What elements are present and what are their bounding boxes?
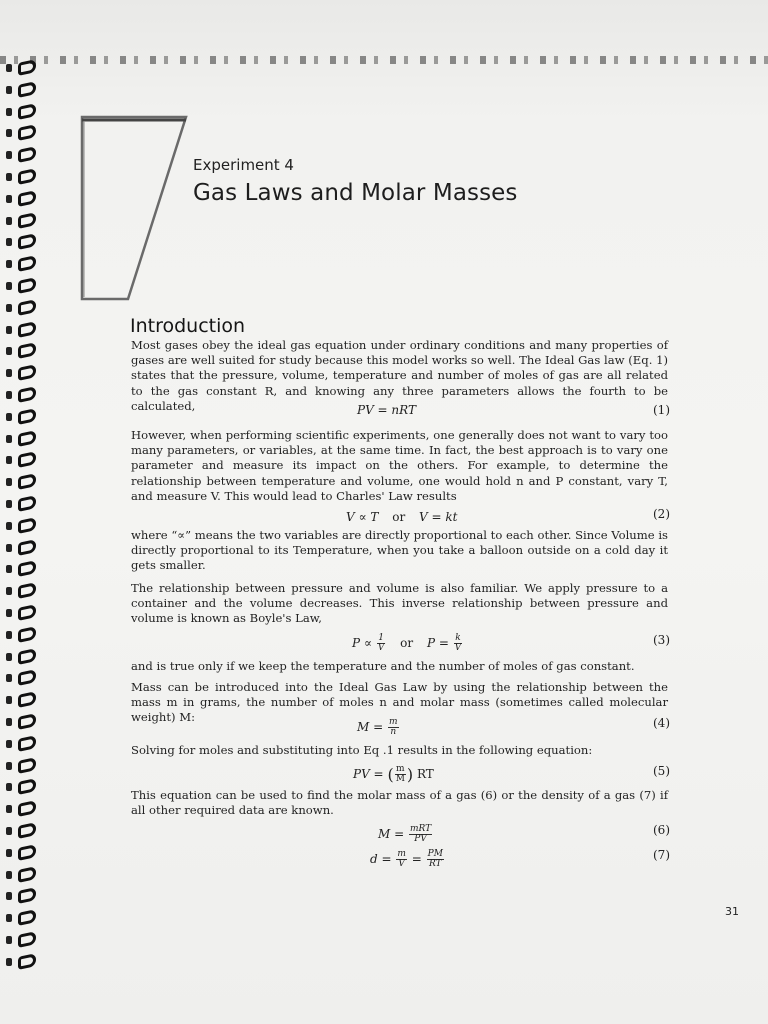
- equation-number: (5): [653, 764, 670, 778]
- binding-wire: [18, 757, 36, 774]
- spiral-coil: [6, 169, 36, 185]
- binding-hole: [6, 151, 12, 159]
- spiral-coil: [6, 692, 36, 708]
- fraction-denominator: V: [454, 643, 462, 653]
- spiral-coil: [6, 801, 36, 817]
- binding-wire: [18, 364, 36, 381]
- equation-6-fraction: [409, 825, 432, 844]
- binding-hole: [6, 936, 12, 944]
- fraction-denominator: V: [398, 859, 405, 869]
- spiral-coil: [6, 605, 36, 621]
- binding-wire: [18, 909, 36, 926]
- binding-hole: [6, 871, 12, 879]
- binding-wire: [18, 342, 36, 359]
- spiral-coil: [6, 409, 36, 425]
- equation-number: (4): [653, 716, 670, 730]
- binding-hole: [6, 195, 12, 203]
- equation-3-fraction-2: [454, 634, 463, 653]
- equation-7-mid: =: [411, 852, 422, 866]
- equation-5-prefix: PV =: [353, 767, 384, 781]
- binding-hole: [6, 849, 12, 857]
- spiral-coil: [6, 234, 36, 250]
- paragraph: and is true only if we keep the temperature and the number of moles of gas constant.: [131, 659, 635, 673]
- binding-wire: [18, 430, 36, 447]
- spiral-coil: [6, 125, 36, 141]
- spiral-coil: [6, 823, 36, 839]
- binding-wire: [18, 408, 36, 425]
- spiral-coil: [6, 888, 36, 904]
- spiral-coil: [6, 627, 36, 643]
- spiral-coil: [6, 213, 36, 229]
- equation-6-prefix: M =: [378, 827, 405, 841]
- binding-hole: [6, 958, 12, 966]
- binding-wire: [18, 277, 36, 294]
- left-paren: (: [387, 765, 394, 784]
- equation-4: [357, 718, 400, 737]
- equation-4-fraction: [388, 718, 399, 737]
- binding-wire: [18, 844, 36, 861]
- equation-3-fraction-1: [377, 634, 386, 653]
- spiral-coil: [6, 452, 36, 468]
- chapter-frame-graphic: [80, 115, 190, 305]
- binding-wire: [18, 81, 36, 98]
- fraction-denominator: PV: [414, 834, 427, 844]
- binding-wire: [18, 212, 36, 229]
- spiral-coil: [6, 714, 36, 730]
- binding-wire: [18, 517, 36, 534]
- spiral-coil: [6, 932, 36, 948]
- fraction-numerator: mRT: [409, 824, 432, 834]
- equation-2-right: V = kt: [419, 510, 458, 524]
- spiral-coil: [6, 540, 36, 556]
- equation-number: (3): [653, 633, 670, 647]
- equation-6: [378, 825, 433, 844]
- equation-3-left-prefix: P ∝: [352, 636, 373, 650]
- binding-hole: [6, 718, 12, 726]
- spiral-binding: [0, 60, 40, 980]
- equation-number: (6): [653, 823, 670, 837]
- binding-hole: [6, 435, 12, 443]
- binding-hole: [6, 238, 12, 246]
- binding-hole: [6, 217, 12, 225]
- binding-wire: [18, 495, 36, 512]
- binding-wire: [18, 691, 36, 708]
- binding-hole: [6, 674, 12, 682]
- binding-wire: [18, 233, 36, 250]
- spiral-coil: [6, 322, 36, 338]
- spiral-coil: [6, 779, 36, 795]
- binding-wire: [18, 168, 36, 185]
- binding-hole: [6, 369, 12, 377]
- paragraph: Most gases obey the ideal gas equation under ordinary conditions and many properties of gases are well suited for study because this model works so well. The Ideal Gas law (Eq. 1) states that the pressure, volume, temperature and number of moles of gas are all related to the gas constant R, and knowing any three parameters allows the fourth to be calculated,: [131, 338, 668, 413]
- binding-hole: [6, 173, 12, 181]
- fraction-denominator: n: [390, 727, 397, 737]
- fraction-numerator: m: [397, 849, 406, 859]
- equation-5-fraction: [395, 765, 406, 784]
- spiral-coil: [6, 649, 36, 665]
- binding-wire: [18, 713, 36, 730]
- binding-wire: [18, 124, 36, 141]
- equation-1: [357, 403, 416, 417]
- binding-hole: [6, 260, 12, 268]
- binding-hole: [6, 740, 12, 748]
- spiral-coil: [6, 365, 36, 381]
- right-paren: ): [406, 765, 414, 784]
- binding-hole: [6, 478, 12, 486]
- binding-wire: [18, 386, 36, 403]
- binding-wire: [18, 59, 36, 76]
- binding-hole: [6, 892, 12, 900]
- spiral-coil: [6, 474, 36, 490]
- binding-hole: [6, 631, 12, 639]
- binding-hole: [6, 827, 12, 835]
- fraction-denominator: M: [395, 774, 405, 784]
- spiral-coil: [6, 300, 36, 316]
- binding-hole: [6, 86, 12, 94]
- binding-hole: [6, 347, 12, 355]
- binding-wire: [18, 560, 36, 577]
- spiral-coil: [6, 910, 36, 926]
- binding-wire: [18, 146, 36, 163]
- binding-wire: [18, 822, 36, 839]
- fraction-numerator: PM: [427, 849, 443, 859]
- equation-7-prefix: d =: [370, 852, 392, 866]
- spiral-coil: [6, 496, 36, 512]
- paragraph: where “∝” means the two variables are directly proportional to each other. Since Volume is directly proportional to its Temperature, when you take a balloon outside on a cold day it gets smaller.: [131, 528, 668, 573]
- spiral-coil: [6, 954, 36, 970]
- binding-hole: [6, 696, 12, 704]
- paragraph: This equation can be used to find the molar mass of a gas (6) or the density of a gas (7) if all other required data are known.: [131, 788, 668, 818]
- fraction-denominator: RT: [428, 859, 442, 869]
- equation-3-or: or: [400, 636, 414, 650]
- spiral-coil: [6, 60, 36, 76]
- binding-hole: [6, 653, 12, 661]
- binding-wire: [18, 582, 36, 599]
- spiral-coil: [6, 561, 36, 577]
- binding-wire: [18, 931, 36, 948]
- equation-5-suffix: RT: [416, 767, 434, 781]
- binding-hole: [6, 129, 12, 137]
- binding-hole: [6, 587, 12, 595]
- fraction-numerator: k: [455, 633, 461, 643]
- binding-hole: [6, 456, 12, 464]
- binding-hole: [6, 500, 12, 508]
- binding-wire: [18, 299, 36, 316]
- spiral-coil: [6, 147, 36, 163]
- equation-7-fraction-1: [396, 850, 407, 869]
- binding-wire: [18, 953, 36, 970]
- binding-wire: [18, 103, 36, 120]
- fraction-numerator: m: [388, 717, 398, 727]
- fraction-denominator: V: [377, 643, 385, 653]
- paragraph: The relationship between pressure and volume is also familiar. We apply pressure to a container and the volume decreases. This inverse relationship between pressure and volume is known as Boyle's Law,: [131, 581, 668, 626]
- binding-hole: [6, 565, 12, 573]
- page-top-edge: [0, 56, 768, 64]
- equation-3: [352, 634, 463, 653]
- equation-2-left: V ∝ T: [346, 510, 379, 524]
- spiral-coil: [6, 278, 36, 294]
- binding-wire: [18, 604, 36, 621]
- paragraph: Mass can be introduced into the Ideal Gas Law by using the relationship between the mass m in grams, the number of moles n and molar mass (sometimes called molecular weight) M:: [131, 680, 668, 725]
- equation-number: (1): [653, 403, 670, 417]
- binding-hole: [6, 391, 12, 399]
- binding-hole: [6, 544, 12, 552]
- equation-7: [370, 850, 445, 869]
- fraction-numerator: m: [396, 764, 405, 774]
- binding-wire: [18, 866, 36, 883]
- binding-hole: [6, 64, 12, 72]
- binding-hole: [6, 108, 12, 116]
- spiral-coil: [6, 82, 36, 98]
- binding-wire: [18, 255, 36, 272]
- equation-7-fraction-2: [427, 850, 444, 869]
- equation-number: (2): [653, 507, 670, 521]
- spiral-coil: [6, 867, 36, 883]
- paragraph: Solving for moles and substituting into Eq .1 results in the following equation:: [131, 743, 593, 757]
- experiment-title: Gas Laws and Molar Masses: [193, 180, 518, 206]
- binding-hole: [6, 609, 12, 617]
- binding-hole: [6, 805, 12, 813]
- equation-number: (7): [653, 848, 670, 862]
- binding-hole: [6, 762, 12, 770]
- binding-hole: [6, 413, 12, 421]
- spiral-coil: [6, 583, 36, 599]
- equation-2-or: or: [392, 510, 406, 524]
- binding-hole: [6, 326, 12, 334]
- binding-wire: [18, 887, 36, 904]
- binding-wire: [18, 451, 36, 468]
- binding-hole: [6, 914, 12, 922]
- equation-2: [346, 510, 458, 524]
- section-heading: Introduction: [130, 315, 246, 337]
- spiral-coil: [6, 736, 36, 752]
- binding-hole: [6, 304, 12, 312]
- experiment-label: Experiment 4: [193, 156, 294, 174]
- equation-3-right-prefix: P =: [426, 636, 449, 650]
- spiral-coil: [6, 845, 36, 861]
- spiral-coil: [6, 518, 36, 534]
- equation-5: [353, 765, 434, 784]
- fraction-numerator: 1: [378, 633, 384, 643]
- binding-wire: [18, 473, 36, 490]
- binding-wire: [18, 800, 36, 817]
- equation-1-text: PV = nRT: [357, 403, 416, 417]
- binding-hole: [6, 282, 12, 290]
- spiral-coil: [6, 431, 36, 447]
- binding-wire: [18, 778, 36, 795]
- binding-wire: [18, 626, 36, 643]
- spiral-coil: [6, 256, 36, 272]
- binding-wire: [18, 321, 36, 338]
- binding-wire: [18, 735, 36, 752]
- spiral-coil: [6, 387, 36, 403]
- binding-wire: [18, 648, 36, 665]
- paragraph: However, when performing scientific experiments, one generally does not want to vary too many parameters, or variables, at the same time. In fact, the best approach is to vary one parameter and measure its impact on the others. For example, to determine the relationship between temperature and volume, one would hold n and P constant, vary T, and measure V. This would lead to Charles' Law results: [131, 428, 668, 503]
- page-number: 31: [725, 905, 739, 918]
- binding-wire: [18, 539, 36, 556]
- spiral-coil: [6, 191, 36, 207]
- binding-hole: [6, 783, 12, 791]
- binding-wire: [18, 669, 36, 686]
- spiral-coil: [6, 670, 36, 686]
- binding-wire: [18, 190, 36, 207]
- spiral-coil: [6, 758, 36, 774]
- spiral-coil: [6, 104, 36, 120]
- spiral-coil: [6, 343, 36, 359]
- equation-4-prefix: M =: [357, 720, 384, 734]
- binding-hole: [6, 522, 12, 530]
